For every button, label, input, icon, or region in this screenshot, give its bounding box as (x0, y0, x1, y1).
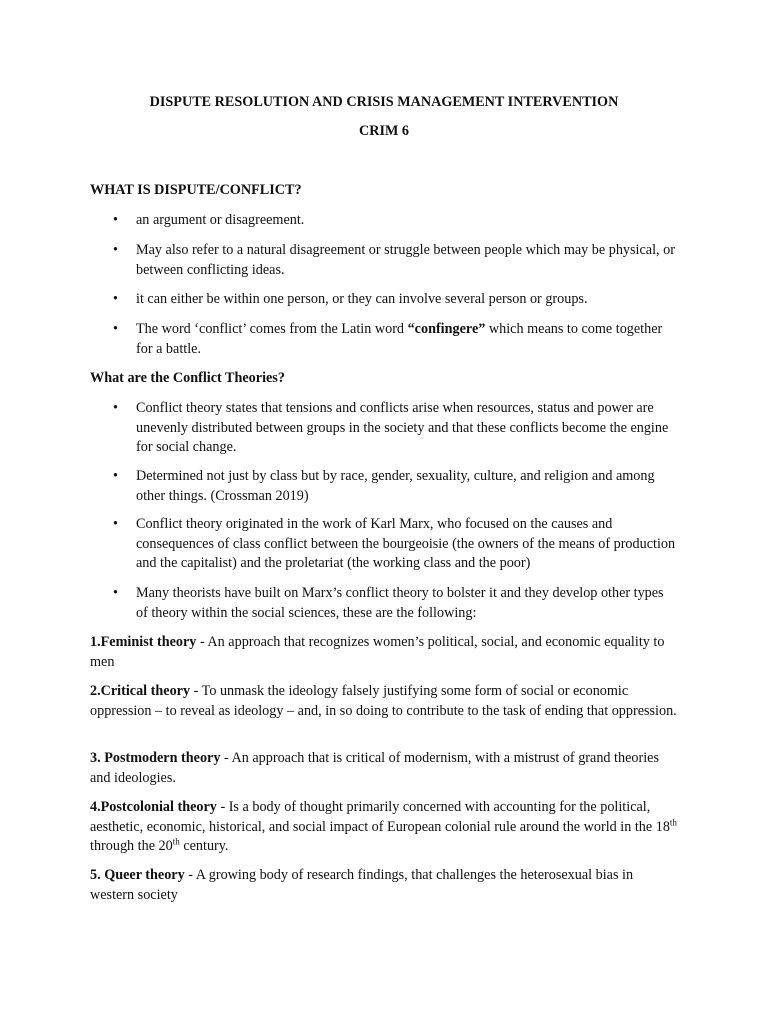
theory-name: 5. Queer theory (90, 867, 185, 883)
bullet-text: Determined not just by class but by race, gender, sexuality, culture, and religion and among other things. (Crossman 2019) (136, 468, 655, 504)
bullet-text: an argument or disagreement. (136, 212, 305, 228)
theory-desc: through the 20 (90, 838, 173, 854)
theory-desc: - To unmask the ideology falsely justifying some form of social or economic oppression – to reveal as ideology – and, in so doing to contribute to the task of ending that oppression. (90, 683, 677, 719)
bullet-marker: • (113, 400, 118, 416)
theory-desc: century. (179, 838, 229, 854)
theory-item (90, 749, 680, 788)
theory-desc: - A growing body of research findings, that challenges the heterosexual bias in western society (90, 867, 634, 903)
bullet-marker: • (113, 516, 118, 532)
bullet-text-part: which means to come together for a battle. (136, 321, 663, 357)
theory-item (90, 633, 680, 672)
bullet-text (136, 320, 676, 359)
theory-desc: - An approach that recognizes women’s political, social, and economic equality to men (90, 634, 665, 670)
superscript: th (172, 836, 180, 847)
bullet-text: it can either be within one person, or they can involve several person or groups. (136, 291, 588, 307)
bullet-text-part: The word ‘conflict’ comes from the Latin word (136, 321, 408, 337)
bullet-text: Many theorists have built on Marx’s conflict theory to bolster it and they develop other types of theory within the social sciences, these are the following: (136, 585, 664, 621)
bullet-marker: • (113, 321, 118, 337)
bullet-marker: • (113, 291, 118, 307)
theory-name: 4.Postcolonial theory (90, 799, 217, 815)
theory-name: 3. Postmodern theory (90, 750, 221, 766)
bullet-marker: • (113, 585, 118, 601)
bullet-text: Conflict theory originated in the work of Karl Marx, who focused on the causes and consequences of class conflict between the bourgeoisie (the owners of the means of production and the capitalist) and the proletariat (the working class and the poor) (136, 516, 676, 571)
theory-desc: - An approach that is critical of modernism, with a mistrust of grand theories and ideologies. (90, 750, 659, 786)
theory-name: 1.Feminist theory (90, 634, 197, 650)
bullet-marker: • (113, 212, 118, 228)
document-title: DISPUTE RESOLUTION AND CRISIS MANAGEMENT INTERVENTION (149, 94, 619, 110)
superscript: th (669, 816, 677, 827)
bullet-marker: • (113, 242, 118, 258)
document-subtitle: CRIM 6 (358, 123, 410, 139)
section-heading-dispute: WHAT IS DISPUTE/CONFLICT? (90, 182, 302, 198)
theory-item (90, 866, 680, 905)
theory-desc: - Is a body of thought primarily concerned with accounting for the political, aesthetic, economic, historical, and social impact of European colonial rule around the world in the 18 (90, 799, 670, 835)
bullet-marker: • (113, 468, 118, 484)
bullet-text: May also refer to a natural disagreement or struggle between people which may be physical, or between conflicting ideas. (136, 242, 675, 278)
theory-item (90, 682, 680, 721)
bullet-text: Conflict theory states that tensions and conflicts arise when resources, status and power are unevenly distributed between groups in the society and that these conflicts become the engine for social change. (136, 400, 669, 455)
latin-term: “confingere” (407, 321, 486, 337)
theory-name: 2.Critical theory (90, 683, 191, 699)
section-heading-theories: What are the Conflict Theories? (90, 370, 285, 386)
theory-item (90, 798, 680, 857)
